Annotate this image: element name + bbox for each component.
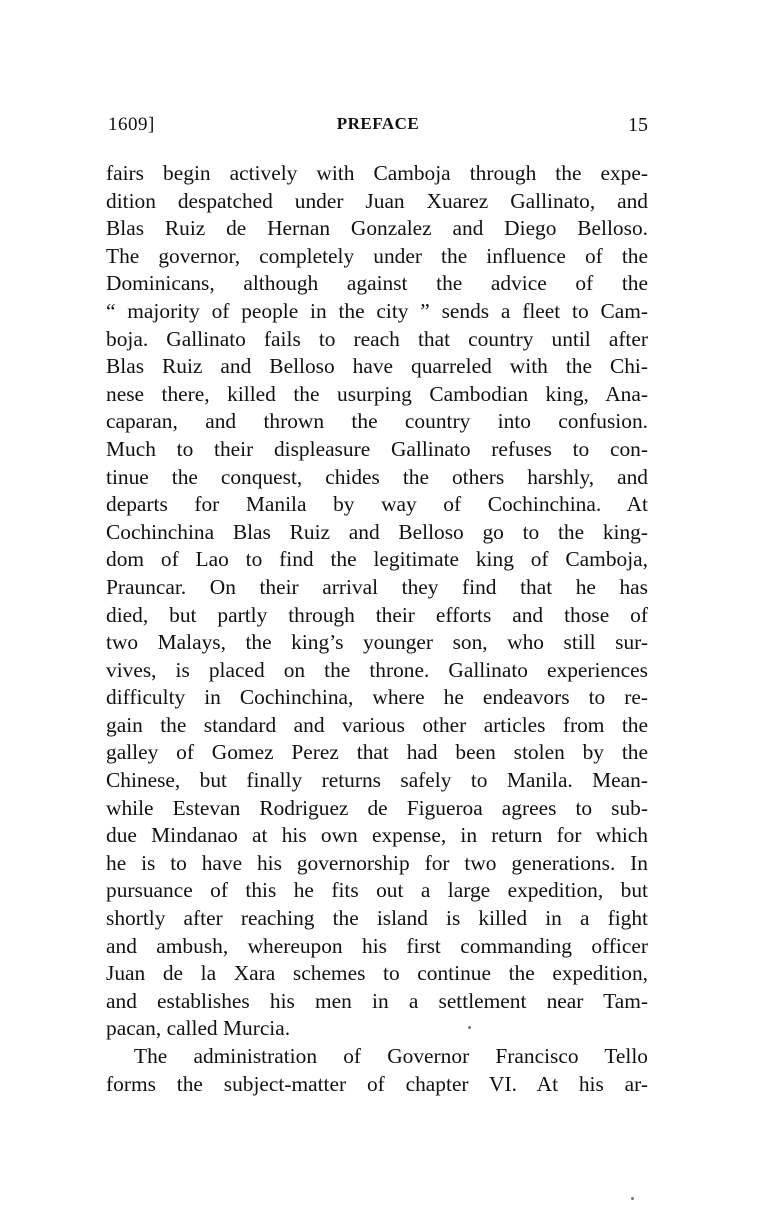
header-title: PREFACE: [336, 114, 420, 133]
text-line: shortly after reaching the island is killed in a fight: [106, 906, 648, 931]
running-header: [108, 114, 648, 144]
text-line: Juan de la Xara schemes to continue the expedition,: [106, 961, 648, 986]
text-line: departs for Manila by way of Cochinchina. At: [106, 492, 648, 517]
text-line: dition despatched under Juan Xuarez Gallinato, and: [106, 188, 648, 213]
body-text: [106, 160, 648, 1098]
text-line: Blas Ruiz and Belloso have quarreled with the Chi-: [106, 354, 648, 379]
header-year: 1609]: [108, 114, 155, 135]
text-line: dom of Lao to find the legitimate king of Camboja,: [106, 547, 648, 572]
text-line: while Estevan Rodriguez de Figueroa agrees to sub-: [106, 795, 648, 820]
text-line: and establishes his men in a settlement near Tam-: [106, 988, 648, 1013]
text-line: boja. Gallinato fails to reach that country until after: [106, 326, 648, 351]
text-line: caparan, and thrown the country into confusion.: [106, 409, 648, 434]
text-line: The governor, completely under the influence of the: [106, 243, 648, 268]
text-line: pursuance of this he fits out a large expedition, but: [106, 878, 648, 903]
text-line: and ambush, whereupon his first commanding officer: [106, 933, 648, 958]
text-line: Prauncar. On their arrival they find that he has: [106, 574, 648, 599]
scan-speck: [631, 1197, 634, 1200]
text-line: nese there, killed the usurping Cambodian king, Ana-: [106, 381, 648, 406]
text-line: pacan, called Murcia.: [106, 1016, 291, 1041]
text-line: Blas Ruiz de Hernan Gonzalez and Diego Belloso.: [106, 216, 648, 241]
text-line: forms the subject-matter of chapter VI. At his ar-: [106, 1071, 648, 1096]
text-line: vives, is placed on the throne. Gallinato experiences: [106, 657, 648, 682]
text-line: Cochinchina Blas Ruiz and Belloso go to the king-: [106, 519, 648, 544]
text-line: due Mindanao at his own expense, in return for which: [106, 823, 648, 848]
text-line: fairs begin actively with Camboja through the expe-: [106, 161, 648, 185]
text-line: Dominicans, although against the advice of the: [106, 271, 648, 296]
text-line: died, but partly through their efforts and those of: [106, 602, 648, 627]
text-line: Much to their displeasure Gallinato refuses to con-: [106, 436, 648, 461]
text-line: two Malays, the king’s younger son, who still sur-: [106, 630, 648, 655]
text-line: galley of Gomez Perez that had been stolen by the: [106, 740, 648, 765]
scan-speck: [468, 1026, 471, 1029]
text-line: gain the standard and various other articles from the: [106, 712, 648, 737]
text-line: “ majority of people in the city ” sends a fleet to Cam-: [106, 298, 648, 323]
text-line: Chinese, but finally returns safely to Manila. Mean-: [106, 768, 648, 793]
page-number: 15: [628, 114, 648, 136]
text-line: tinue the conquest, chides the others harshly, and: [106, 464, 648, 489]
text-line: The administration of Governor Francisco Tello: [134, 1044, 648, 1068]
text-line: he is to have his governorship for two generations. In: [106, 850, 648, 875]
text-line: difficulty in Cochinchina, where he endeavors to re-: [106, 685, 648, 710]
